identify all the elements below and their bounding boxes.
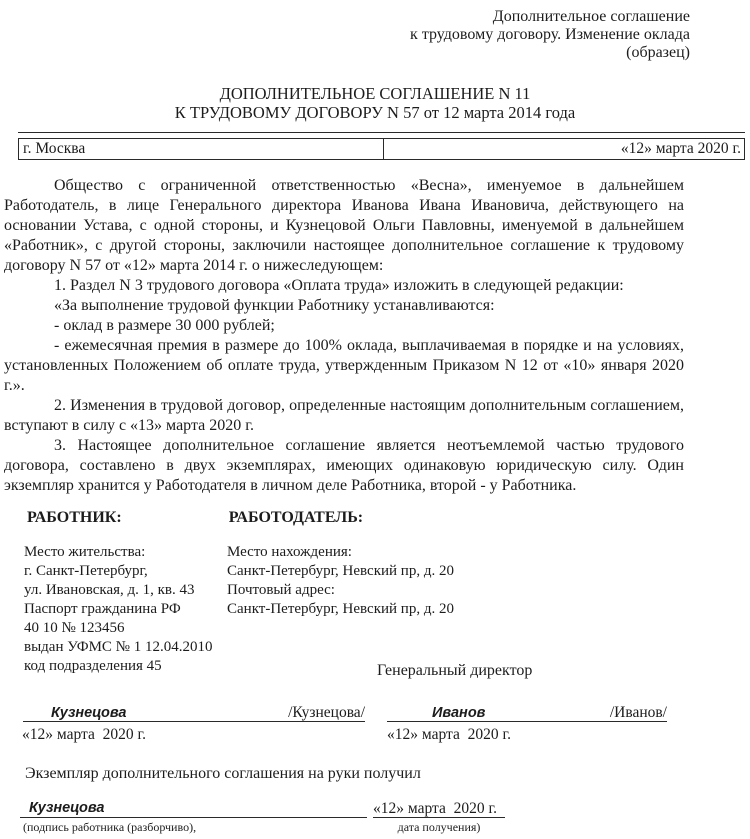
employee-detail-line: Место жительства: bbox=[24, 544, 146, 560]
horizontal-rule bbox=[18, 132, 745, 133]
body-paragraph: - оклад в размере 30 000 рублей; bbox=[54, 317, 275, 334]
employer-detail-line: Санкт-Петербург, Невский пр, д. 20 bbox=[227, 563, 454, 579]
city-cell: г. Москва bbox=[19, 139, 384, 160]
receipt-date: «12» марта 2020 г. bbox=[373, 800, 505, 818]
party-headers bbox=[0, 509, 750, 527]
body-paragraph: «За выполнение трудовой функции Работнику устанавливаются: bbox=[54, 297, 495, 314]
employer-signature-date: «12» марта 2020 г. bbox=[387, 726, 511, 743]
employer-detail-lines bbox=[227, 543, 647, 619]
employee-header: РАБОТНИК: bbox=[27, 509, 122, 526]
employer-detail-line: Почтовый адрес: bbox=[227, 582, 335, 598]
employee-name-slashed: /Кузнецова/ bbox=[288, 704, 365, 721]
employee-signature-date: «12» марта 2020 г. bbox=[22, 726, 146, 743]
document-type-header bbox=[0, 8, 750, 62]
date-caption: дата получения) bbox=[397, 820, 481, 834]
employer-header: РАБОТОДАТЕЛЬ: bbox=[228, 509, 364, 526]
receipt-captions bbox=[0, 820, 750, 835]
signature-caption: (подпись работника (разборчиво), bbox=[23, 820, 197, 834]
employer-detail-line: Санкт-Петербург, Невский пр, д. 20 bbox=[227, 601, 454, 617]
title-line-1: ДОПОЛНИТЕЛЬНОЕ СОГЛАШЕНИЕ N 11 bbox=[219, 84, 531, 103]
employee-detail-line: ул. Ивановская, д. 1, кв. 43 bbox=[24, 582, 195, 598]
receipt-statement: Экземпляр дополнительного соглашения на руки получил bbox=[25, 765, 421, 782]
body-paragraph: 2. Изменения в трудовой договор, определенные настоящим дополнительным соглашением, вступают в силу с «13» марта 2020 г. bbox=[4, 397, 684, 434]
receipt-signature-line bbox=[20, 800, 367, 818]
employer-signature-line bbox=[387, 704, 667, 722]
employee-signature-line bbox=[23, 704, 365, 722]
employee-detail-line: г. Санкт-Петербург, bbox=[24, 563, 148, 579]
header-line: Дополнительное соглашение bbox=[492, 8, 690, 25]
director-title: Генеральный директор bbox=[377, 662, 533, 679]
header-line: к трудовому договору. Изменение оклада bbox=[410, 26, 690, 43]
document-title bbox=[0, 84, 750, 122]
agreement-body bbox=[4, 176, 684, 496]
body-paragraph: Общество с ограниченной ответственностью «Весна», именуемое в дальнейшем Работодатель, в лице Генерального директора Иванова Ивана Ивановича, действующего на основании Устава, с одной стороны, и Кузнецовой Ольги Павловны, именуемой в дальнейшем «Работник», с другой стороны, заключили настоящее дополнительное соглашение к трудовому договору N 57 от «12» марта 2014 г. о нижеследующем: bbox=[4, 177, 684, 274]
employer-name-slashed: /Иванов/ bbox=[609, 704, 667, 721]
employee-detail-line: 40 10 № 123456 bbox=[24, 620, 125, 636]
employee-detail-line: код подразделения 45 bbox=[24, 658, 162, 674]
employee-detail-line: выдан УФМС № 1 12.04.2010 bbox=[24, 639, 213, 655]
place-date-table bbox=[18, 138, 745, 160]
receipt-handwritten-signature: Кузнецова bbox=[29, 800, 105, 816]
employer-handwritten-signature: Иванов bbox=[432, 705, 486, 721]
header-line: (образец) bbox=[626, 44, 690, 61]
receipt-signature-row bbox=[0, 800, 750, 818]
title-line-2: К ТРУДОВОМУ ДОГОВОРУ N 57 от 12 марта 2014 года bbox=[174, 103, 576, 122]
employee-details bbox=[24, 543, 227, 680]
signature-row bbox=[0, 704, 750, 722]
employer-detail-line: Место нахождения: bbox=[227, 544, 352, 560]
employer-details bbox=[227, 543, 647, 680]
employee-handwritten-signature: Кузнецова bbox=[51, 705, 127, 721]
employee-detail-line: Паспорт гражданина РФ bbox=[24, 601, 181, 617]
body-paragraph: 3. Настоящее дополнительное соглашение является неотъемлемой частью трудового договора, составлено в двух экземплярах, имеющих одинаковую юридическую силу. Один экземпляр хранится у Работодателя в личном деле Работника, второй - у Работника. bbox=[4, 437, 684, 494]
signature-dates-row bbox=[0, 726, 750, 744]
body-paragraph: 1. Раздел N 3 трудового договора «Оплата труда» изложить в следующей редакции: bbox=[54, 277, 624, 294]
date-cell: «12» марта 2020 г. bbox=[384, 139, 745, 160]
place-date-row bbox=[19, 139, 745, 160]
body-paragraph: - ежемесячная премия в размере до 100% оклада, выплачиваемая в порядке и на условиях, установленных Положением об оплате труда, утвержденным Приказом N 12 от «10» января 2020 г.». bbox=[4, 337, 685, 394]
party-details bbox=[0, 543, 750, 680]
